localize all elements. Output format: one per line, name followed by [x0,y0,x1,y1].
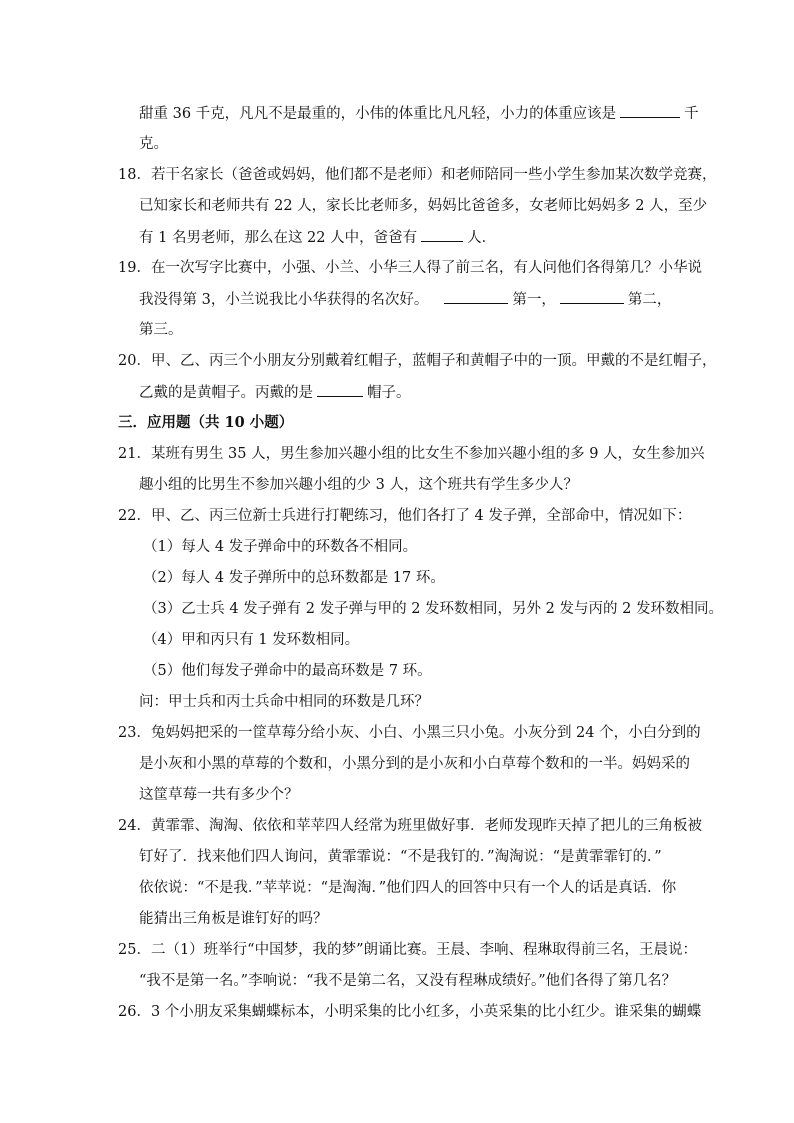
text-line: 能猜出三角板是谁钉好的吗？ [139,911,328,927]
line-text: 千 [684,106,699,122]
line-text: 我没得第 3，小兰说我比小华获得的名次好。 [139,292,429,308]
text-line [139,227,496,248]
answer-blank [317,382,363,397]
question-25-line: 25．二（1）班举行“中国梦，我的梦”朗诵比赛。王晨、李响、程琳取得前三名，王晨说： [118,942,697,958]
question-24-line: 24．黄霏霏、淘淘、依依和苹苹四人经常为班里做好事．老师发现昨天掉了把儿的三角板被 [118,818,702,834]
text-line: 克。 [139,136,168,152]
line-text: 有 1 名男老师，那么在这 22 人中，爸爸有 [139,230,418,246]
text-line: 是小灰和小黑的草莓的个数和，小黑分到的是小灰和小白草莓个数和的一半。妈妈采的 [139,756,690,772]
text-line [139,103,699,124]
text-line: 依依说：“不是我．”苹苹说：“是淘淘．”他们四人的回答中只有一个人的话是真话．你 [139,880,677,896]
question-19-line: 19．在一次写字比赛中，小强、小兰、小华三人得了前三名，有人问他们各得第几？小华说 [118,260,702,276]
condition-item: （3）乙士兵 4 发子弹有 2 发子弹与甲的 2 发环数相同，另外 2 发与丙的 2 发环数相同。 [143,601,723,617]
question-18-line: 18．若干名家长（爸爸或妈妈，他们都不是老师）和老师陪同一些小学生参加某次数学竞赛， [118,167,717,183]
question-23-line: 23．兔妈妈把采的一筐草莓分给小灰、小白、小黑三只小兔。小灰分到 24 个，小白分到的 [118,725,701,741]
question-20-line: 20．甲、乙、丙三个小朋友分别戴着红帽子，蓝帽子和黄帽子中的一顶。甲戴的不是红帽子， [118,353,717,369]
text-line: 问：甲士兵和丙士兵命中相同的环数是几环？ [139,694,429,710]
answer-blank [421,227,463,242]
line-text: 第二， [627,292,672,308]
question-22-line: 22．甲、乙、丙三位新士兵进行打靶练习，他们各打了 4 发子弹，全部命中，情况如下： [118,508,692,524]
text-line: 这筐草莓一共有多少个？ [139,787,299,803]
text-line: 钉好了．找来他们四人询问，黄霏霏说：“不是我钉的．”淘淘说：“是黄霏霏钉的．” [139,849,662,865]
line-text: 帽子。 [367,385,411,401]
line-text: 乙戴的是黄帽子。丙戴的是 [139,385,313,401]
line-text: 第一， [512,292,556,308]
text-line [139,382,411,403]
condition-item: （5）他们每发子弹命中的最高环数是 7 环。 [143,663,432,679]
text-line: 已知家长和老师共有 22 人，家长比老师多，妈妈比爸爸多，女老师比妈妈多 2 人，至少 [139,198,708,214]
text-line [139,289,671,310]
condition-item: （2）每人 4 发子弹所中的总环数都是 17 环。 [143,570,445,586]
text-line: 第三。 [139,322,183,338]
section-heading: 三．应用题（共 10 小题） [118,414,294,431]
text-line: 趣小组的比男生不参加兴趣小组的少 3 人，这个班共有学生多少人？ [139,477,578,493]
line-text: 甜重 36 千克，凡凡不是最重的，小伟的体重比凡凡轻，小力的体重应该是 [139,106,617,122]
answer-blank [620,103,680,118]
condition-item: （1）每人 4 发子弹命中的环数各不相同。 [143,539,418,555]
line-text: 人． [467,230,497,246]
text-line: “我不是第一名。”李响说：“我不是第二名，又没有程琳成绩好。”他们各得了第几名？ [139,973,677,989]
question-26-line: 26．3 个小朋友采集蝴蝶标本，小明采集的比小红多，小英采集的比小红少。谁采集的蝴蝶 [118,1004,702,1020]
answer-blank [444,289,508,304]
answer-blank [560,289,624,304]
question-21-line: 21．某班有男生 35 人，男生参加兴趣小组的比女生不参加兴趣小组的多 9 人，女生参加兴 [118,446,705,462]
condition-item: （4）甲和丙只有 1 发环数相同。 [143,632,360,648]
